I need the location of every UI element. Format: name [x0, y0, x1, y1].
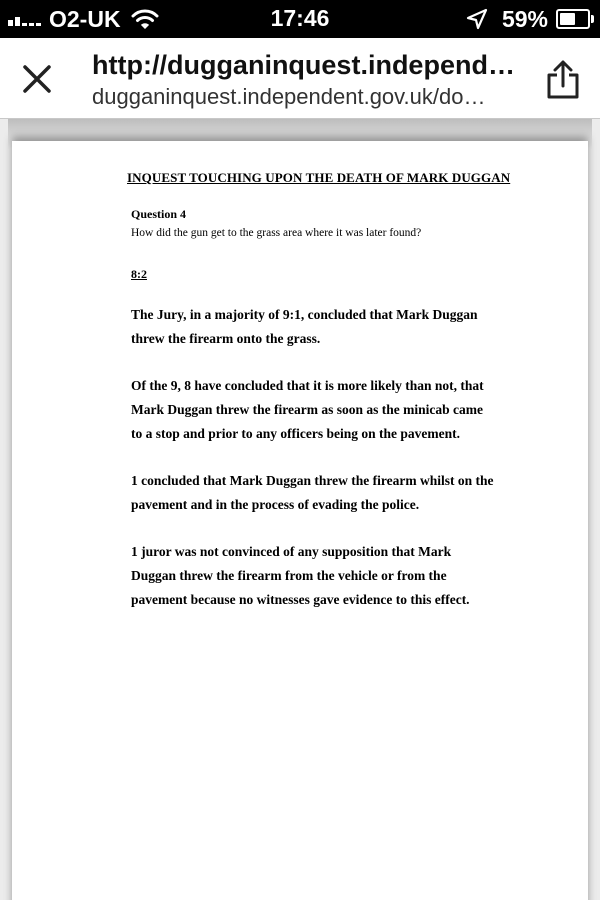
- vote-result: 8:2: [131, 267, 147, 281]
- paragraph-line: Of the 9, 8 have concluded that it is more likely than not, that: [131, 378, 484, 393]
- battery-icon: [556, 9, 590, 29]
- status-bar: [0, 0, 600, 38]
- page-url: dugganinquest.independent.gov.uk/do…: [92, 84, 486, 109]
- close-button[interactable]: [14, 56, 60, 102]
- document-title: INQUEST TOUCHING UPON THE DEATH OF MARK DUGGAN: [127, 170, 511, 185]
- page-title: http://dugganinquest.independ…: [92, 50, 515, 80]
- question-label: Question 4: [131, 207, 187, 221]
- question-text: How did the gun get to the grass area where it was later found?: [131, 227, 422, 239]
- status-time: 17:46: [270, 5, 330, 31]
- paragraph-line: Duggan threw the firearm from the vehicle or from the: [131, 568, 447, 583]
- share-button[interactable]: [540, 54, 586, 104]
- document-viewer[interactable]: [0, 119, 600, 900]
- carrier-name: O2-UK: [49, 5, 121, 32]
- location-arrow-icon: [466, 8, 488, 30]
- status-right: [466, 5, 590, 33]
- document-page: [12, 141, 588, 900]
- close-icon: [22, 64, 52, 94]
- paragraph-eight-jurors: [131, 374, 571, 446]
- battery-level: [560, 13, 575, 25]
- browser-nav-bar: [0, 38, 600, 119]
- paragraph-line: The Jury, in a majority of 9:1, concluded that Mark Duggan: [131, 307, 478, 322]
- share-icon: [546, 59, 580, 99]
- battery-percent: 59%: [501, 5, 548, 32]
- battery-tip: [591, 15, 594, 23]
- paragraph-line: 1 concluded that Mark Duggan threw the firearm whilst on the: [131, 473, 494, 488]
- paragraph-line: pavement because no witnesses gave evidence to this effect.: [131, 592, 470, 607]
- paragraph-line: threw the firearm onto the grass.: [131, 331, 321, 346]
- paragraph-one-juror-unconvinced: [131, 540, 571, 612]
- paragraph-line: 1 juror was not convinced of any supposition that Mark: [131, 544, 452, 559]
- paragraph-majority: [131, 303, 571, 351]
- paragraph-line: to a stop and prior to any officers being on the pavement.: [131, 426, 460, 441]
- paragraph-line: Mark Duggan threw the firearm as soon as the minicab came: [131, 402, 483, 417]
- paragraph-one-juror-pavement: [131, 469, 571, 517]
- address-display[interactable]: [92, 48, 522, 112]
- paragraph-line: pavement and in the process of evading the police.: [131, 497, 420, 512]
